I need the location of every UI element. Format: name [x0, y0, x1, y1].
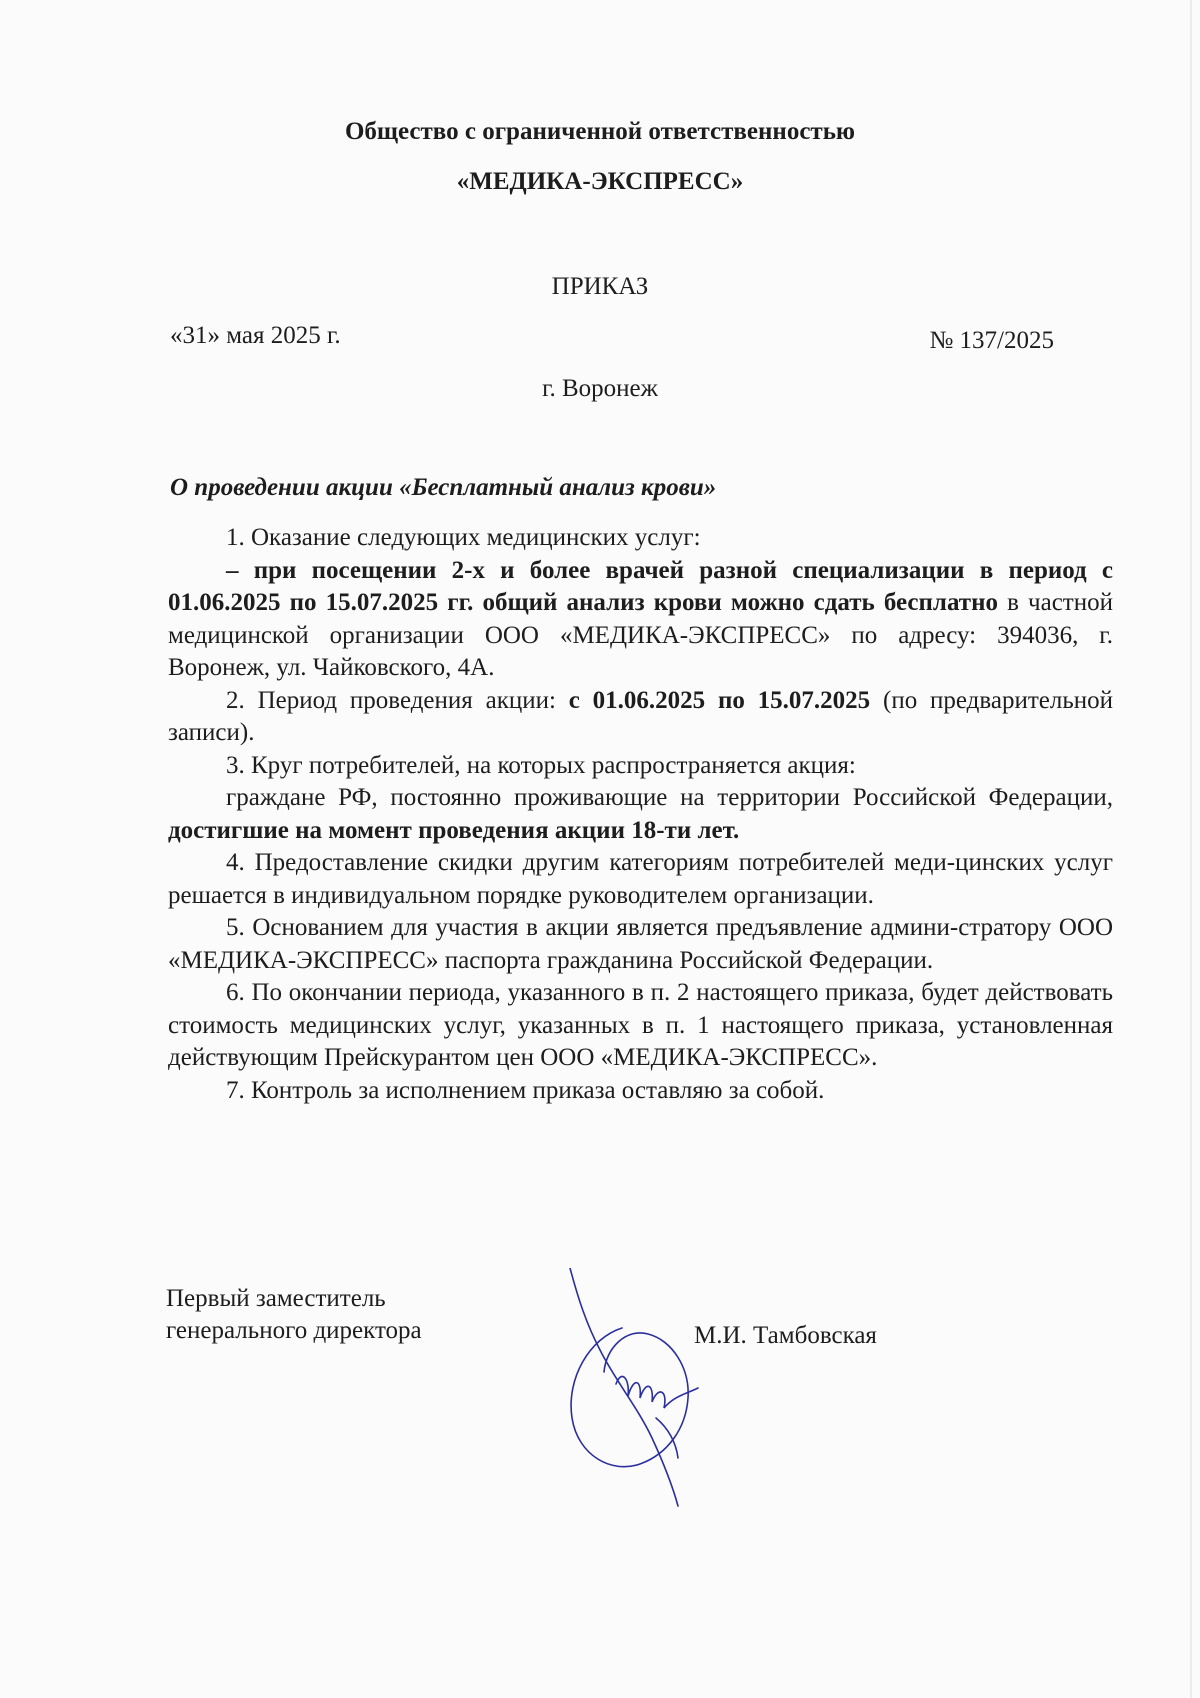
- order-subject: О проведении акции «Бесплатный анализ крови»: [170, 474, 717, 501]
- item-3-title: 3. Круг потребителей, на которых распространяется акция:: [226, 751, 856, 779]
- item-3-text: [168, 782, 1113, 847]
- item-1-title: 1. Оказание следующих медицинских услуг:: [226, 524, 701, 551]
- order-city: г. Воронеж: [542, 375, 658, 402]
- item-3-consumers: граждане РФ, постоянно проживающие на территории Российской Федерации,: [226, 784, 1113, 811]
- organization-name: «МЕДИКА-ЭКСПРЕСС»: [456, 168, 744, 195]
- item-7: 7. Контроль за исполнением приказа оставляю за собой.: [226, 1076, 825, 1104]
- signatory-position: Первый заместитель генерального директора: [166, 1285, 422, 1344]
- signatory-name: М.И. Тамбовская: [694, 1322, 877, 1349]
- item-2-lead: 2. Период проведения акции:: [226, 686, 569, 714]
- item-4: 4. Предоставление скидки другим категориям потребителей меди-цинских услуг решается в индивидуальном порядке руководителем организации.: [168, 849, 1113, 909]
- item-3-age: достигшие на момент проведения акции 18-ти лет.: [168, 816, 740, 844]
- item-1-rest: в частной медицинской организации ООО «МЕДИКА-ЭКСПРЕСС» по адресу: 394036, г. Воронеж, ул. Чайковского, 4А.: [168, 589, 1113, 681]
- order-number: № 137/2025: [929, 327, 1054, 354]
- order-date: «31» мая 2025 г.: [170, 322, 341, 349]
- scan-edge: [1190, 0, 1192, 1698]
- item-2: [168, 685, 1113, 750]
- order-body: [168, 522, 1113, 1107]
- organization-legal-form: Общество с ограниченной ответственностью: [344, 118, 856, 145]
- signature-stroke-loop: [571, 1328, 688, 1467]
- item-6: 6. По окончании периода, указанного в п. 2 настоящего приказа, будет действовать стоимость медицинских услуг, указанных в п. 1 настоящего приказа, установленная действующим Прейскурантом цен ООО «МЕДИКА-ЭКСПРЕСС».: [168, 979, 1113, 1071]
- signature-stroke-letters: [616, 1376, 698, 1408]
- item-1-bold: – при посещении 2-х и более врачей разной специализации в период с 01.06.2025 по 15.07.2025 гг. общий анализ крови можно сдать бесплатно: [168, 556, 1113, 616]
- item-5: 5. Основанием для участия в акции является предъявление админи-стратору ООО «МЕДИКА-ЭКСПРЕСС» паспорта гражданина Российской Федерации.: [168, 914, 1113, 974]
- item-2-rest: (по предварительной записи).: [168, 686, 1113, 746]
- item-1-text: [168, 555, 1113, 685]
- signature-stroke-main: [570, 1268, 678, 1506]
- handwritten-signature: [560, 1268, 710, 1508]
- item-2-period: с 01.06.2025 по 15.07.2025: [568, 686, 871, 714]
- document-type: ПРИКАЗ: [551, 273, 649, 300]
